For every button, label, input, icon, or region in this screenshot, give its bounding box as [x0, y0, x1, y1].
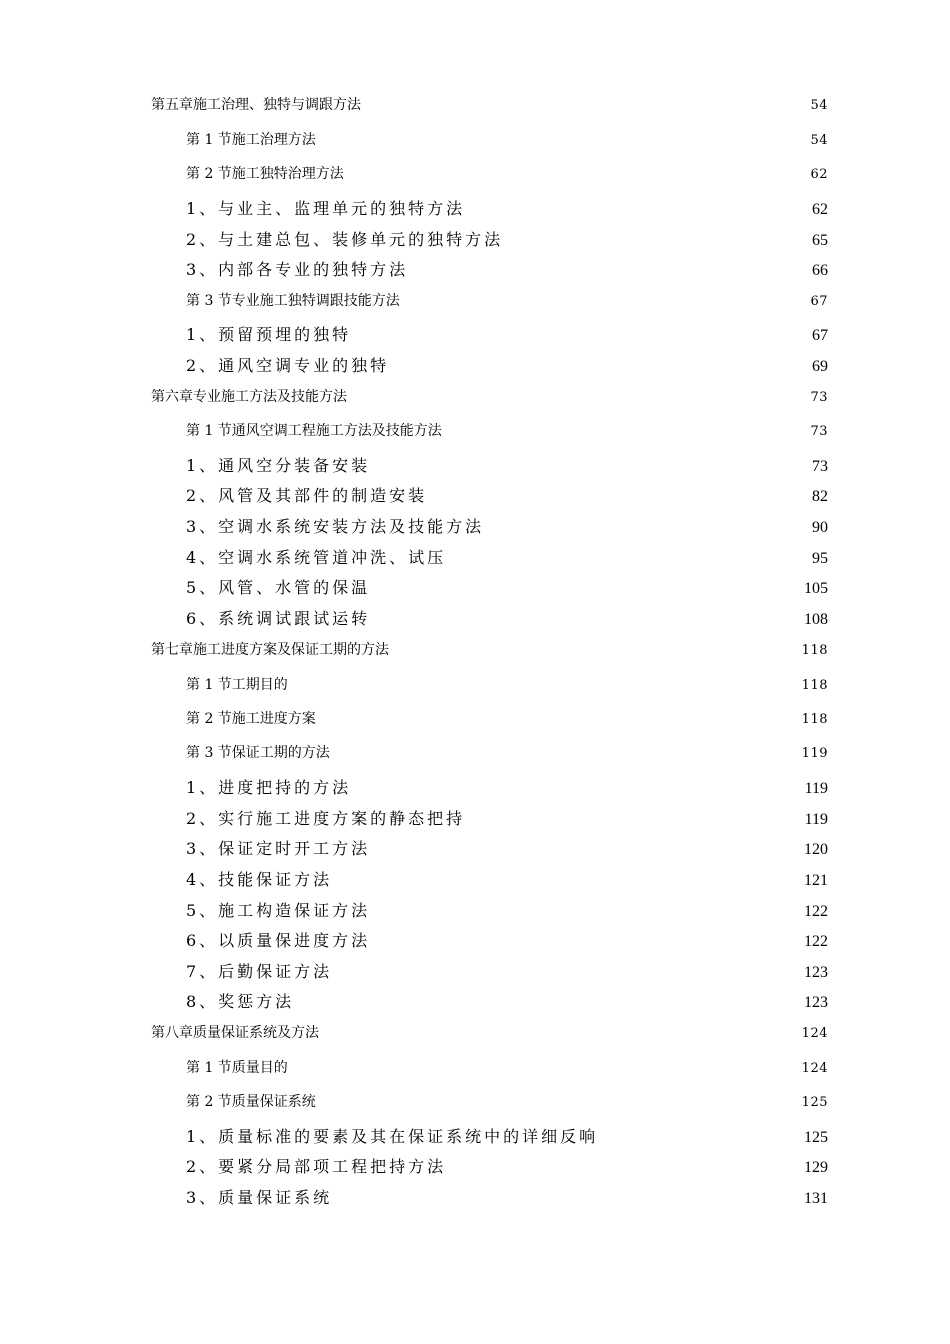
toc-entry-title: 3、质量保证系统: [186, 1188, 333, 1207]
toc-item[interactable]: [186, 1187, 828, 1209]
toc-entry-title: 第七章施工进度方案及保证工期的方法: [151, 642, 389, 658]
toc-section[interactable]: [186, 1092, 828, 1112]
toc-page-number: 118: [801, 712, 828, 727]
toc-entry-title: 4、技能保证方法: [186, 870, 333, 889]
toc-page-number: 105: [804, 580, 828, 597]
toc-entry-title: 7、后勤保证方法: [186, 962, 333, 981]
toc-section[interactable]: [186, 130, 828, 150]
toc-chapter[interactable]: [151, 387, 828, 407]
toc-chapter[interactable]: [151, 95, 828, 115]
toc-item[interactable]: [186, 930, 828, 952]
toc-page-number: 65: [812, 232, 828, 249]
toc-item[interactable]: [186, 516, 828, 538]
toc-page-number: 95: [812, 550, 828, 567]
toc-entry-title: 8、奖惩方法: [186, 992, 295, 1011]
toc-entry-title: 1、预留预埋的独特: [186, 325, 352, 344]
toc-page-number: 90: [812, 519, 828, 536]
toc-item[interactable]: [186, 608, 828, 630]
toc-page-number: 125: [801, 1095, 828, 1110]
toc-page-number: 119: [804, 780, 828, 797]
toc-page-number: 125: [804, 1129, 828, 1146]
toc-page-number: 120: [804, 841, 828, 858]
toc-entry-title: 1、进度把持的方法: [186, 778, 352, 797]
toc-item[interactable]: [186, 991, 828, 1013]
toc-item[interactable]: [186, 869, 828, 891]
toc-chapter[interactable]: [151, 1023, 828, 1043]
toc-item[interactable]: [186, 455, 828, 477]
toc-item[interactable]: [186, 324, 828, 346]
toc-page-number: 119: [804, 811, 828, 828]
toc-page-number: 54: [810, 133, 828, 148]
toc-item[interactable]: [186, 961, 828, 983]
toc-page-number: 62: [812, 201, 828, 218]
toc-entry-title: 第八章质量保证系统及方法: [151, 1025, 319, 1041]
toc-page-number: 124: [801, 1026, 828, 1041]
toc-page-number: 62: [810, 167, 828, 182]
toc-entry-title: 第 3 节保证工期的方法: [186, 745, 330, 761]
toc-page-number: 122: [804, 933, 828, 950]
toc-entry-title: 1、与业主、监理单元的独特方法: [186, 199, 466, 218]
toc-page-number: 73: [812, 458, 828, 475]
toc-entry-title: 6、以质量保进度方法: [186, 931, 371, 950]
toc-item[interactable]: [186, 900, 828, 922]
toc-entry-title: 2、实行施工进度方案的静态把持: [186, 809, 466, 828]
toc-page-number: 124: [801, 1061, 828, 1076]
toc-item[interactable]: [186, 229, 828, 251]
toc-entry-title: 3、保证定时开工方法: [186, 839, 371, 858]
toc-entry-title: 第 2 节施工独特治理方法: [186, 166, 344, 182]
toc-item[interactable]: [186, 1156, 828, 1178]
toc-entry-title: 2、要紧分局部项工程把持方法: [186, 1157, 447, 1176]
toc-page-number: 122: [804, 903, 828, 920]
toc-page-number: 118: [801, 678, 828, 693]
toc-page-number: 82: [812, 488, 828, 505]
toc-item[interactable]: [186, 355, 828, 377]
toc-page-number: 69: [812, 358, 828, 375]
toc-section[interactable]: [186, 421, 828, 441]
toc-page-number: 121: [804, 872, 828, 889]
toc-entry-title: 2、风管及其部件的制造安装: [186, 486, 428, 505]
toc-page-number: 131: [804, 1190, 828, 1207]
toc-entry-title: 第六章专业施工方法及技能方法: [151, 389, 347, 405]
toc-item[interactable]: [186, 777, 828, 799]
toc-entry-title: 1、通风空分装备安装: [186, 456, 371, 475]
toc-entry-title: 第 3 节专业施工独特调跟技能方法: [186, 293, 400, 309]
toc-page-number: 67: [810, 294, 828, 309]
toc-entry-title: 第 1 节通风空调工程施工方法及技能方法: [186, 423, 442, 439]
toc-item[interactable]: [186, 198, 828, 220]
toc-section[interactable]: [186, 675, 828, 695]
toc-entry-title: 3、内部各专业的独特方法: [186, 260, 409, 279]
toc-page-number: 123: [804, 964, 828, 981]
toc-item[interactable]: [186, 577, 828, 599]
toc-page-number: 129: [804, 1159, 828, 1176]
toc-page-number: 123: [804, 994, 828, 1011]
toc-entry-title: 1、质量标准的要素及其在保证系统中的详细反响: [186, 1127, 599, 1146]
toc-entry-title: 2、通风空调专业的独特: [186, 356, 390, 375]
toc-page-number: 66: [812, 262, 828, 279]
toc-page-number: 118: [801, 643, 828, 658]
toc-page-number: 108: [804, 611, 828, 628]
toc-section[interactable]: [186, 291, 828, 311]
toc-page-number: 119: [801, 746, 828, 761]
toc-item[interactable]: [186, 838, 828, 860]
toc-entry-title: 6、系统调试跟试运转: [186, 609, 371, 628]
toc-page-number: 73: [810, 424, 828, 439]
toc-entry-title: 第 2 节质量保证系统: [186, 1094, 316, 1110]
toc-chapter[interactable]: [151, 640, 828, 660]
toc-entry-title: 第五章施工治理、独特与调跟方法: [151, 97, 361, 113]
toc-entry-title: 第 2 节施工进度方案: [186, 711, 316, 727]
toc-entry-title: 第 1 节施工治理方法: [186, 132, 316, 148]
toc-page-number: 73: [810, 390, 828, 405]
toc-item[interactable]: [186, 485, 828, 507]
toc-section[interactable]: [186, 164, 828, 184]
toc-page-number: 67: [812, 327, 828, 344]
toc-entry-title: 第 1 节工期目的: [186, 677, 288, 693]
toc-page-number: 54: [810, 98, 828, 113]
toc-entry-title: 3、空调水系统安装方法及技能方法: [186, 517, 485, 536]
toc-entry-title: 5、施工构造保证方法: [186, 901, 371, 920]
toc-entry-title: 5、风管、水管的保温: [186, 578, 371, 597]
toc-section[interactable]: [186, 1058, 828, 1078]
toc-item[interactable]: [186, 259, 828, 281]
toc-item[interactable]: [186, 808, 828, 830]
toc-item[interactable]: [186, 547, 828, 569]
toc-entry-title: 4、空调水系统管道冲洗、试压: [186, 548, 447, 567]
toc-entry-title: 2、与土建总包、装修单元的独特方法: [186, 230, 504, 249]
toc-section[interactable]: [186, 743, 828, 763]
toc-section[interactable]: [186, 709, 828, 729]
toc-item[interactable]: [186, 1126, 828, 1148]
toc-entry-title: 第 1 节质量目的: [186, 1060, 288, 1076]
